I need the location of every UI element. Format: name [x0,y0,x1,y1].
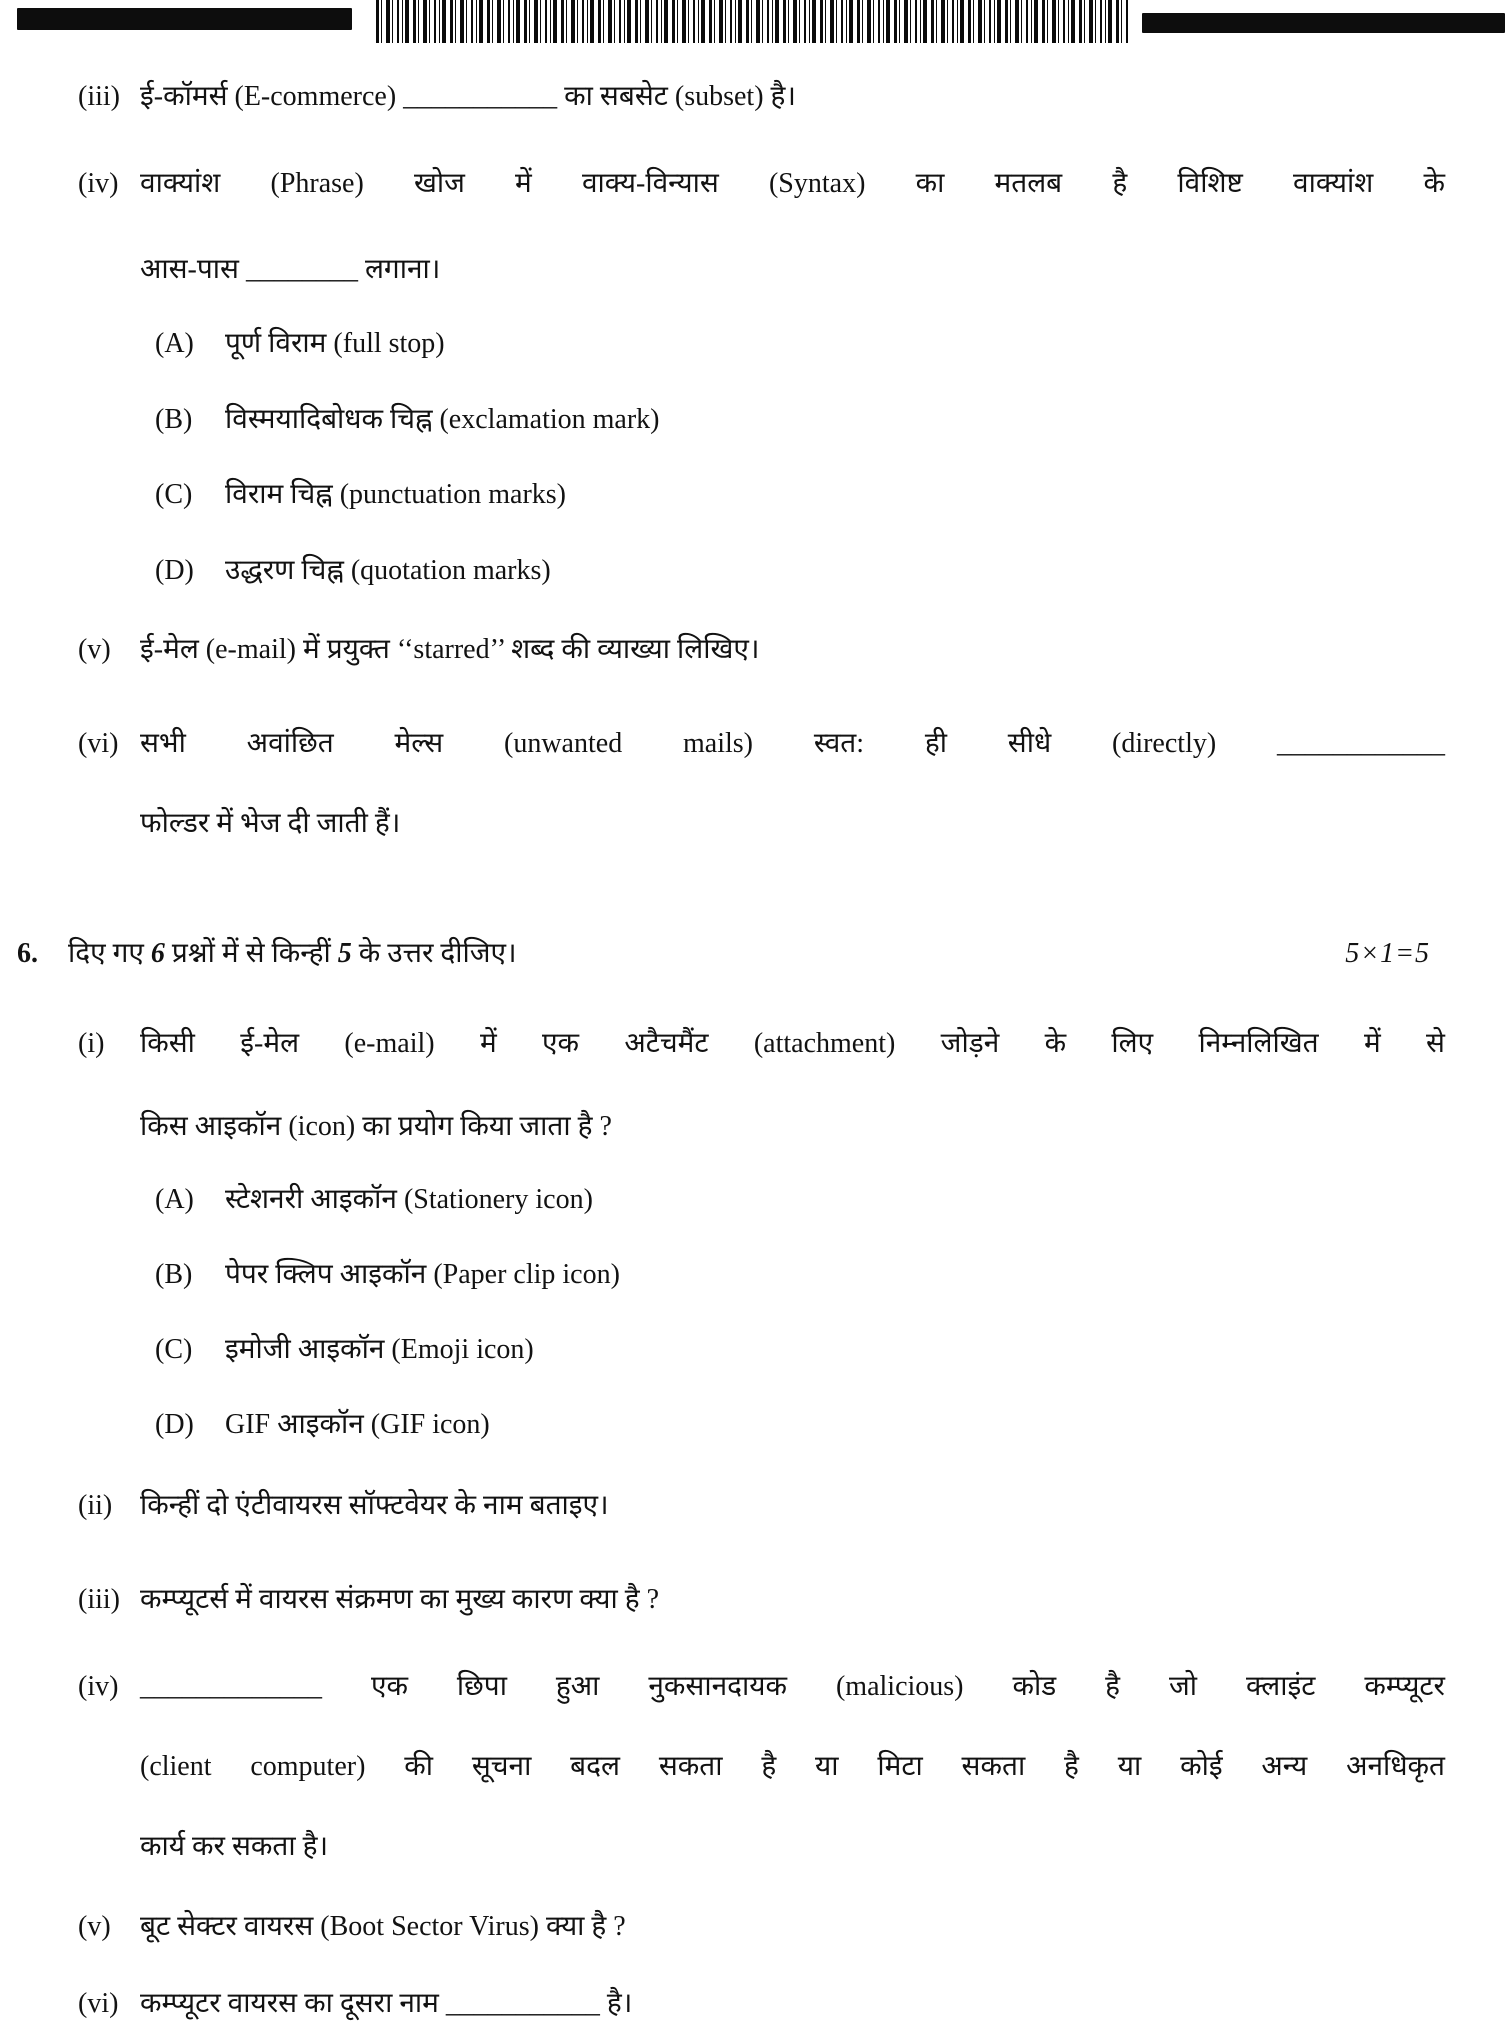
question-text [68,932,1345,976]
attempt-count: 5 [337,938,352,969]
q5-item-v [78,628,1445,672]
item-label: (iv) [78,1671,119,1702]
barcode [376,0,1128,43]
option-label: (D) [155,555,194,586]
item-label: (iii) [78,1584,120,1615]
questions-content [0,75,1505,2026]
q6-item-iv-line3 [78,1825,1445,1869]
item-text: बूट सेक्टर वायरस (Boot Sector Virus) क्या है ? [140,1911,626,1942]
question-text-part: के उत्तर दीजिए। [351,938,517,969]
q6-i-option-b [78,1253,1445,1297]
item-text: _____________ एक छिपा हुआ नुकसानदायक (malicious) कोड है जो क्लाइंट कम्प्यूटर [140,1671,1445,1702]
option-text: GIF आइकॉन (GIF icon) [225,1409,490,1440]
q6-item-v [78,1905,1445,1949]
item-label: (v) [78,1911,111,1942]
question-text-part: दिए गए [68,938,151,969]
question-number: 6. [17,938,38,969]
q6-item-i [78,1022,1445,1066]
option-label: (C) [155,1334,193,1365]
option-text: विराम चिह्न (punctuation marks) [225,479,566,510]
item-text: ई-मेल (e-mail) में प्रयुक्त ‘‘starred’’ शब्द की व्याख्या लिखिए। [140,634,760,665]
item-text: कम्प्यूटर्स में वायरस संक्रमण का मुख्य कारण क्या है ? [140,1584,660,1615]
option-label: (A) [155,328,194,359]
item-text: कार्य कर सकता है। [140,1831,329,1862]
q5-item-vi-line2 [78,802,1445,846]
item-label: (iv) [78,168,119,199]
item-text: वाक्यांश (Phrase) खोज में वाक्य-विन्यास (Syntax) का मतलब है विशिष्ट वाक्यांश के [140,168,1445,199]
option-text: उद्धरण चिह्न (quotation marks) [225,555,551,586]
option-text: पेपर क्लिप आइकॉन (Paper clip icon) [225,1259,620,1290]
item-text: (client computer) की सूचना बदल सकता है या मिटा सकता है या कोई अन्य अनधिकृत [140,1751,1445,1782]
option-label: (B) [155,404,193,435]
item-label: (vi) [78,1988,119,2019]
q5-iv-option-a [78,322,1445,366]
q5-iv-option-c [78,473,1445,517]
item-text: कम्प्यूटर वायरस का दूसरा नाम ___________ है। [140,1988,633,2019]
q5-iv-option-d [78,549,1445,593]
registration-mark-right [1142,13,1505,33]
q6-i-option-a [78,1178,1445,1222]
item-label: (v) [78,634,111,665]
item-text: किस आइकॉन (icon) का प्रयोग किया जाता है ? [140,1111,612,1142]
q6-i-option-c [78,1328,1445,1372]
option-text: पूर्ण विराम (full stop) [225,328,445,359]
item-label: (iii) [78,81,120,112]
question-6-heading [17,932,1445,976]
q5-item-iv-line2 [78,248,1445,292]
item-text: फोल्डर में भेज दी जाती हैं। [140,808,401,839]
option-label: (D) [155,1409,194,1440]
question-count: 6 [150,938,165,969]
item-label: (i) [78,1028,105,1059]
item-text: सभी अवांछित मेल्स (unwanted mails) स्वत: ही सीधे (directly) ____________ [140,728,1445,759]
q6-item-iv-line2 [78,1745,1445,1789]
q6-i-option-d [78,1403,1445,1447]
q5-item-iii [78,75,1445,119]
q5-item-vi [78,722,1445,766]
q6-item-vi [78,1982,1445,2026]
option-label: (A) [155,1184,194,1215]
registration-mark-left [17,8,352,30]
item-text: आस-पास ________ लगाना। [140,254,441,285]
q6-item-i-line2 [78,1105,1445,1149]
option-label: (B) [155,1259,193,1290]
item-text: ई-कॉमर्स (E-commerce) ___________ का सबसेट (subset) है। [140,81,797,112]
item-label: (vi) [78,728,119,759]
q5-item-iv [78,162,1445,206]
option-text: इमोजी आइकॉन (Emoji icon) [225,1334,534,1365]
marks-scheme: 5×1=5 [1345,938,1430,969]
option-text: विस्मयादिबोधक चिह्न (exclamation mark) [225,404,660,435]
q6-item-iii [78,1578,1445,1622]
q6-item-iv [78,1665,1445,1709]
item-text: किसी ई-मेल (e-mail) में एक अटैचमैंट (attachment) जोड़ने के लिए निम्नलिखित में से [140,1028,1445,1059]
option-label: (C) [155,479,193,510]
page-header [0,0,1505,50]
option-text: स्टेशनरी आइकॉन (Stationery icon) [225,1184,593,1215]
q6-item-ii [78,1484,1445,1528]
q5-iv-option-b [78,398,1445,442]
item-label: (ii) [78,1490,113,1521]
item-text: किन्हीं दो एंटीवायरस सॉफ्टवेयर के नाम बताइए। [140,1490,609,1521]
question-text-part: प्रश्नों में से किन्हीं [164,938,338,969]
